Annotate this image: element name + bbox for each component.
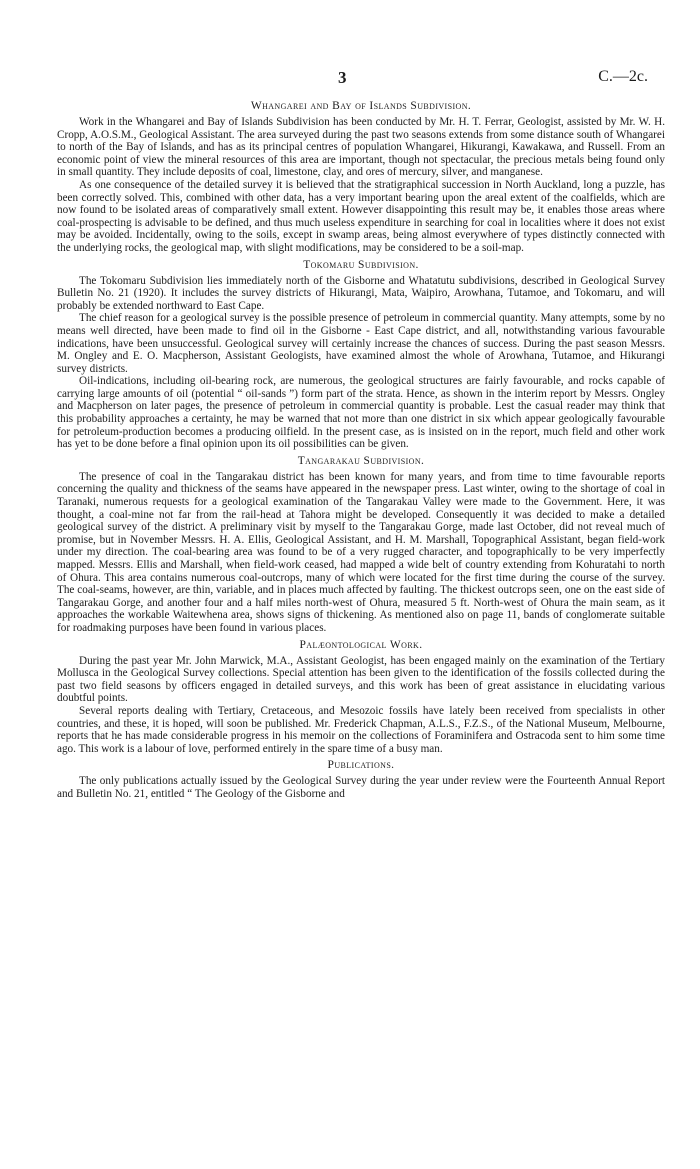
paragraph: As one consequence of the detailed survey it is believed that the stratigraphical succession in North Auckland, long a puzzle, has been correctly solved. This, combined with other data, has a very important bearing upon the areal extent of the coalfields, which are now found to be isolated areas of comparatively small extent. However disappointing this result may be, it enables those areas where coal-prospecting is advisable to be defined, and thus much useless expenditure in searching for coal in localities where it does not exist may be avoided. Incidentally, owing to the soils, except in swamp areas, being almost everywhere of types distinctly connected with the underlying rocks, the geological map, with slight modifications, may be considered to be a soil-map. bbox=[57, 178, 665, 254]
paragraph: The presence of coal in the Tangarakau district has been known for many years, and from time to time favourable reports concerning the quality and thickness of the seams have appeared in the newspaper press. Last winter, owing to the shortage of coal in Taranaki, numerous requests for a geological examination of the Tangarakau Valley were made to the Government. Here, it was thought, a coal-mine not far from the rail-head at Tahora might be developed. Consequently it was decided to make a detailed geological survey of the district. A preliminary visit by myself to the Tangarakau Gorge, made last October, did not reveal much of promise, but in November Messrs. H. A. Ellis, Geological Assistant, and H. M. Marshall, Topographical Assistant, began field-work under my direction. The coal-bearing area was found to be of a very rugged character, and topographically to be very imperfectly mapped. Messrs. Ellis and Marshall, when field-work ceased, had mapped a wide belt of country extending from Kohuratahi to north of Ohura. This area contains numerous coal-outcrops, many of which were located for the first time during the course of the survey. The coal-seams, however, are thin, variable, and in places much affected by faulting. The thickest outcrops seen, one on the east side of Tangarakau Gorge, and another four and a half miles north-west of Ohura, measured 5 ft. North-west of Ohura the main seam, as it approaches the workable Waitewhena area, shows signs of thickening. As mentioned also on page 11, bands of conglomerate suitable for roadmaking purposes have been found in various places. bbox=[57, 470, 665, 634]
paragraph: The Tokomaru Subdivision lies immediately north of the Gisborne and Whatatutu subdivisions, described in Geological Survey Bulletin No. 21 (1920). It includes the survey districts of Hikurangi, Mata, Waipiro, Arowhana, Tutamoe, and Tokomaru, and will probably be extended northward to East Cape. bbox=[57, 274, 665, 312]
section-heading: Tangarakau Subdivision. bbox=[297, 454, 425, 467]
document-reference: C.—2c. bbox=[598, 68, 648, 85]
section-publications bbox=[57, 759, 665, 800]
section-whangarei bbox=[57, 100, 665, 255]
page-body bbox=[57, 96, 665, 801]
paragraph: Several reports dealing with Tertiary, Cretaceous, and Mesozoic fossils have lately been received from specialists in other countries, and these, it is hoped, will soon be published. Mr. Frederick Chapman, A.L.S., F.Z.S., of the National Museum, Melbourne, reports that he has made considerable progress in his memoir on the collections of Foraminifera and Ostracoda sent to him some time ago. This work is a labour of love, performed entirely in the spare time of a busy man. bbox=[57, 704, 665, 755]
section-heading: Tokomaru Subdivision. bbox=[303, 258, 419, 271]
paragraph: During the past year Mr. John Marwick, M.A., Assistant Geologist, has been engaged mainly on the examination of the Tertiary Mollusca in the Geological Survey collections. Special attention has been given to the identification of the fossils collected during the past two field seasons by officers engaged in detailed surveys, and this work has been of great assistance in elucidating various doubtful points. bbox=[57, 654, 665, 705]
paragraph: Work in the Whangarei and Bay of Islands Subdivision has been conducted by Mr. H. T. Ferrar, Geologist, assisted by Mr. W. H. Cropp, A.O.S.M., Geological Assistant. The area surveyed during the past two seasons extends from some distance south of Whangarei to north of the Bay of Islands, and has as its principal centres of population Whangarei, Hikurangi, Kawakawa, and Russell. From an economic point of view the mineral resources of this area are important, though not spectacular, the precious metals being found only in small quantity. They include deposits of coal, limestone, clay, and ores of mercury, silver, and manganese. bbox=[57, 116, 665, 179]
section-heading: Publications. bbox=[327, 759, 395, 772]
page-number: 3 bbox=[338, 68, 347, 87]
paragraph: The only publications actually issued by the Geological Survey during the year under review were the Fourteenth Annual Report and Bulletin No. 21, entitled “ The Geology of the Gisborne and bbox=[57, 775, 665, 800]
page-header bbox=[0, 68, 700, 88]
section-tokomaru bbox=[57, 259, 665, 451]
section-heading: Palæontological Work. bbox=[299, 638, 423, 651]
paragraph: The chief reason for a geological survey is the possible presence of petroleum in commercial quantity. Many attempts, some by no means well directed, have been made to find oil in the Gisborne - East Cape district, and all, notwithstanding various favourable indications, have been unsuccessful. Geological survey will certainly increase the chances of success. During the past season Messrs. M. Ongley and E. O. Macpherson, Assistant Geologists, have examined almost the whole of Arowhana, Tutamoe, and Hikurangi survey districts. bbox=[57, 312, 665, 375]
section-palaeontological bbox=[57, 639, 665, 756]
section-heading: Whangarei and Bay of Islands Subdivision. bbox=[250, 100, 472, 112]
section-tangarakau bbox=[57, 455, 665, 635]
paragraph: Oil-indications, including oil-bearing rock, are numerous, the geological structures are fairly favourable, and rocks capable of carrying large amounts of oil (potential “ oil-sands ”) form part of the strata. Hence, as shown in the interim report by Messrs. Ongley and Macpherson on later pages, the presence of petroleum in commercial quantity is probable. Lest the casual reader may think that this probability approaches a certainty, he may be warned that not more than one district in six which appear geologically favourable for petroleum-production becomes a producing oilfield. In the present case, as is insisted on in the report, much field and other work has yet to be done before a final opinion upon its oil possibilities can be given. bbox=[57, 375, 665, 451]
